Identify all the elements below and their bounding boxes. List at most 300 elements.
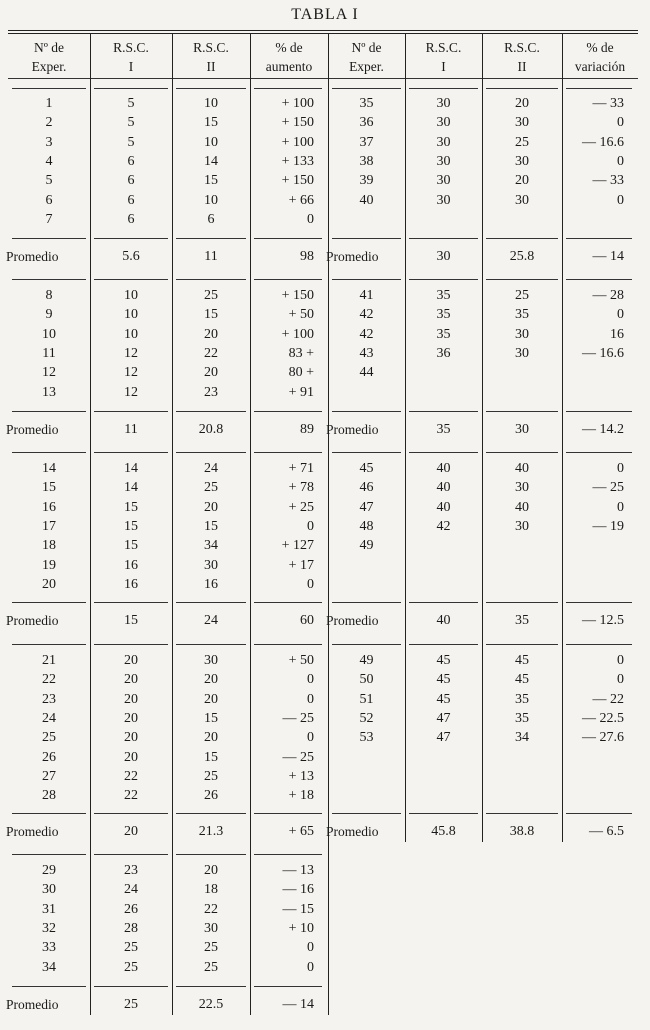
table-cell: 35 (436, 326, 451, 342)
table-cell: 50 (359, 672, 374, 688)
table-cell: 5 (127, 115, 135, 131)
table-cell: 25 (42, 730, 56, 746)
group-separator (486, 279, 558, 280)
table-cell: 30 (204, 653, 218, 668)
table-cell: 45 (436, 672, 451, 688)
table-cell: + 10 (288, 920, 314, 936)
header-line: R.S.C. (113, 40, 149, 55)
promedio-value: 30 (436, 249, 451, 264)
promedio-value: 45.8 (431, 824, 456, 839)
table-cell: 25 (515, 288, 529, 303)
group-separator (94, 986, 168, 987)
table-cell: 15 (204, 115, 218, 131)
table-cell: 20 (42, 576, 56, 592)
table-cell: 49 (359, 538, 374, 554)
right-header-3 (484, 38, 560, 76)
table-cell: 0 (617, 461, 624, 476)
header-line: R.S.C. (425, 40, 462, 55)
column-rule (328, 34, 329, 1015)
promedio-label: Promedio (6, 422, 59, 437)
table-cell: 45 (436, 691, 451, 707)
promedio-value: 25 (124, 997, 138, 1012)
promedio-label: Promedio (326, 422, 379, 437)
table-cell: 0 (307, 672, 314, 688)
table-cell: 14 (124, 480, 138, 496)
table-cell: + 150 (281, 115, 314, 131)
table-cell: — 22.5 (582, 710, 624, 726)
column-rule (405, 34, 406, 842)
group-separator (176, 644, 246, 645)
table-cell: 30 (515, 345, 529, 361)
group-separator (94, 279, 168, 280)
table-cell: — 25 (592, 480, 624, 496)
table-cell: 35 (515, 691, 529, 707)
table-cell: 47 (436, 730, 451, 746)
group-separator (176, 88, 246, 89)
column-rule (250, 34, 251, 1015)
promedio-label: Promedio (6, 613, 59, 628)
table-cell: — 16.6 (582, 134, 624, 150)
table-cell: 16 (204, 576, 218, 592)
group-separator (486, 411, 558, 412)
group-separator (332, 813, 401, 814)
table-cell: 9 (45, 307, 53, 323)
table-cell: 6 (127, 192, 135, 208)
table-cell: 28 (124, 920, 138, 936)
table-cell: 11 (42, 345, 56, 361)
table-cell: 10 (204, 96, 218, 111)
promedio-value: — 6.5 (589, 824, 624, 839)
table-cell: 42 (359, 307, 374, 323)
table-cell: 2 (45, 115, 53, 131)
promedio-value: — 14 (592, 249, 624, 264)
group-separator (566, 279, 632, 280)
group-separator (94, 411, 168, 412)
table-cell: 30 (515, 480, 529, 496)
group-separator (12, 279, 86, 280)
promedio-value: 25.8 (509, 249, 535, 264)
header-line: variación (574, 59, 626, 74)
group-separator (12, 411, 86, 412)
table-cell: 33 (42, 940, 56, 956)
promedio-value: 5.6 (122, 249, 140, 264)
group-separator (176, 813, 246, 814)
promedio-value: + 65 (288, 824, 314, 839)
group-separator (566, 411, 632, 412)
table-cell: 46 (359, 480, 374, 496)
table-cell: 80 + (288, 365, 314, 381)
table-cell: 0 (617, 672, 624, 688)
column-rule (90, 34, 91, 1015)
table-cell: + 13 (288, 768, 314, 784)
table-cell: 20 (204, 730, 218, 746)
table-cell: — 16.6 (582, 345, 624, 361)
group-separator (176, 238, 246, 239)
promedio-label: Promedio (6, 824, 59, 839)
table-cell: 30 (515, 518, 529, 534)
table-cell: — 19 (592, 518, 624, 534)
table-cell: 34 (42, 959, 56, 975)
group-separator (409, 88, 478, 89)
right-header-2 (407, 38, 480, 76)
table-cell: 30 (515, 192, 529, 208)
table-cell: 0 (307, 576, 314, 592)
promedio-value: 21.3 (198, 824, 224, 839)
group-separator (566, 813, 632, 814)
table-cell: 30 (436, 153, 451, 169)
header-line: R.S.C. (193, 40, 229, 55)
promedio-label: Promedio (6, 249, 59, 264)
table-cell: 26 (204, 788, 218, 804)
group-separator (486, 644, 558, 645)
left-header-2 (92, 38, 170, 76)
table-cell: 47 (436, 710, 451, 726)
table-cell: 6 (127, 211, 135, 227)
table-cell: 20 (204, 365, 218, 381)
group-separator (409, 411, 478, 412)
group-separator (409, 238, 478, 239)
right-header-4 (564, 38, 636, 76)
table-cell: 20 (124, 749, 138, 765)
table-cell: 10 (204, 192, 218, 208)
table-cell: 35 (515, 710, 529, 726)
table-cell: 45 (515, 672, 529, 688)
table-cell: 14 (42, 461, 56, 476)
group-separator (94, 452, 168, 453)
table-cell: + 78 (288, 480, 314, 496)
table-cell: 10 (42, 326, 56, 342)
table-cell: — 25 (282, 710, 314, 726)
promedio-value: 22.5 (198, 997, 224, 1012)
header-line: II (517, 59, 527, 74)
promedio-value: 60 (300, 613, 314, 628)
table-cell: 3 (45, 134, 53, 150)
group-separator (254, 813, 322, 814)
table-cell: 22 (204, 345, 218, 361)
group-separator (486, 452, 558, 453)
top-rule (8, 30, 638, 31)
table-cell: 40 (515, 461, 529, 476)
table-cell: 40 (436, 461, 451, 476)
table-cell: + 91 (288, 384, 314, 400)
table-cell: + 71 (288, 461, 314, 476)
table-cell: 21 (42, 653, 56, 668)
table-cell: 25 (124, 940, 138, 956)
table-cell: 10 (124, 307, 138, 323)
header-line: Exper. (31, 59, 67, 74)
table-cell: + 66 (288, 192, 314, 208)
group-separator (566, 452, 632, 453)
table-cell: 20 (124, 672, 138, 688)
table-cell: + 127 (281, 538, 314, 554)
promedio-value: — 14 (282, 997, 314, 1012)
table-cell: 31 (42, 901, 56, 917)
promedio-value: — 12.5 (582, 613, 624, 628)
group-separator (254, 411, 322, 412)
table-cell: 30 (515, 115, 529, 131)
group-separator (566, 238, 632, 239)
table-cell: 19 (42, 557, 56, 573)
table-cell: 30 (515, 153, 529, 169)
table-cell: 1 (45, 96, 53, 111)
table-cell: 42 (436, 518, 451, 534)
table-cell: 30 (436, 192, 451, 208)
group-separator (332, 238, 401, 239)
table-cell: 0 (617, 307, 624, 323)
table-cell: 24 (204, 461, 218, 476)
table-cell: 20 (515, 173, 529, 189)
promedio-value: 38.8 (509, 824, 535, 839)
table-cell: 48 (359, 518, 374, 534)
group-separator (94, 644, 168, 645)
table-cell: 24 (42, 710, 56, 726)
header-line: Nº de (33, 40, 65, 55)
table-cell: 34 (515, 730, 529, 746)
table-cell: 0 (307, 730, 314, 746)
table-cell: 12 (124, 345, 138, 361)
table-cell: 10 (204, 134, 218, 150)
table-cell: 5 (45, 173, 53, 189)
promedio-value: — 14.2 (582, 422, 624, 437)
table-cell: 29 (42, 863, 56, 878)
table-cell: 35 (515, 307, 529, 323)
table-cell: + 17 (288, 557, 314, 573)
table-cell: 13 (42, 384, 56, 400)
group-separator (332, 279, 401, 280)
table-cell: 22 (42, 672, 56, 688)
table-cell: 43 (359, 345, 374, 361)
table-cell: 26 (124, 901, 138, 917)
promedio-value: 24 (204, 613, 218, 628)
promedio-label: Promedio (6, 997, 59, 1012)
promedio-value: 40 (436, 613, 451, 628)
group-separator (254, 88, 322, 89)
table-cell: — 22 (592, 691, 624, 707)
table-cell: 10 (124, 288, 138, 303)
table-cell: 14 (204, 153, 218, 169)
table-cell: 10 (124, 326, 138, 342)
header-line: Nº de (351, 40, 382, 55)
header-line: I (128, 59, 134, 74)
table-cell: + 100 (281, 326, 314, 342)
table-cell: 15 (204, 749, 218, 765)
table-cell: 18 (204, 882, 218, 898)
promedio-value: 30 (515, 422, 529, 437)
group-separator (254, 986, 322, 987)
group-separator (12, 854, 86, 855)
header-line: aumento (265, 59, 313, 74)
group-separator (176, 279, 246, 280)
promedio-value: 15 (124, 613, 138, 628)
table-cell: 15 (124, 499, 138, 515)
table-cell: 40 (359, 192, 374, 208)
table-cell: 0 (617, 499, 624, 515)
group-separator (409, 644, 478, 645)
table-cell: 47 (359, 499, 374, 515)
table-cell: + 50 (288, 307, 314, 323)
left-header-3 (174, 38, 248, 76)
group-separator (12, 986, 86, 987)
table-cell: — 33 (592, 173, 624, 189)
table-cell: — 13 (282, 863, 314, 878)
group-separator (409, 602, 478, 603)
table-cell: 24 (124, 882, 138, 898)
table-cell: 20 (204, 863, 218, 878)
group-separator (486, 813, 558, 814)
table-cell: 20 (515, 96, 529, 111)
table-cell: — 25 (282, 749, 314, 765)
promedio-value: 35 (436, 422, 451, 437)
table-cell: 25 (204, 940, 218, 956)
group-separator (566, 644, 632, 645)
table-cell: 8 (45, 288, 53, 303)
promedio-value: 98 (300, 249, 314, 264)
group-separator (254, 452, 322, 453)
group-separator (12, 644, 86, 645)
table-cell: 45 (359, 461, 374, 476)
table-cell: 15 (124, 518, 138, 534)
group-separator (332, 644, 401, 645)
promedio-value: 20.8 (198, 422, 224, 437)
table-cell: 6 (207, 211, 215, 227)
table-cell: 40 (436, 480, 451, 496)
table-cell: + 150 (281, 173, 314, 189)
right-header-1 (330, 38, 403, 76)
group-separator (94, 238, 168, 239)
table-cell: 27 (42, 768, 56, 784)
group-separator (94, 88, 168, 89)
group-separator (332, 602, 401, 603)
table-cell: 30 (204, 557, 218, 573)
group-separator (486, 88, 558, 89)
group-separator (176, 602, 246, 603)
table-cell: 20 (204, 691, 218, 707)
table-cell: 35 (359, 96, 374, 111)
group-separator (566, 88, 632, 89)
table-cell: 20 (124, 710, 138, 726)
table-cell: 16 (42, 499, 56, 515)
table-cell: 23 (42, 691, 56, 707)
table-cell: 0 (617, 115, 624, 131)
table-cell: 0 (307, 518, 314, 534)
group-separator (176, 986, 246, 987)
table-cell: 22 (124, 768, 138, 784)
table-cell: 20 (204, 499, 218, 515)
table-cell: 49 (359, 653, 374, 668)
promedio-value: 35 (515, 613, 529, 628)
group-separator (94, 854, 168, 855)
table-cell: 12 (124, 365, 138, 381)
header-line: I (441, 59, 446, 74)
group-separator (176, 411, 246, 412)
table-cell: 45 (436, 653, 451, 668)
top-rule-double (8, 33, 638, 34)
table-cell: 12 (124, 384, 138, 400)
table-cell: 35 (436, 288, 451, 303)
table-cell: 42 (359, 326, 374, 342)
group-separator (254, 854, 322, 855)
table-cell: 40 (515, 499, 529, 515)
table-cell: 17 (42, 518, 56, 534)
group-separator (254, 602, 322, 603)
header-line: % de (586, 40, 614, 55)
table-cell: — 33 (592, 96, 624, 111)
table-cell: 26 (42, 749, 56, 765)
table-cell: 15 (204, 710, 218, 726)
table-cell: 20 (124, 730, 138, 746)
table-cell: 52 (359, 710, 374, 726)
group-separator (254, 279, 322, 280)
group-separator (176, 452, 246, 453)
header-line: R.S.C. (504, 40, 540, 55)
table-cell: 30 (42, 882, 56, 898)
table-cell: 20 (204, 672, 218, 688)
table-cell: 18 (42, 538, 56, 554)
table-cell: 5 (127, 96, 135, 111)
table-cell: 23 (204, 384, 218, 400)
table-cell: 36 (436, 345, 451, 361)
group-separator (176, 854, 246, 855)
table-cell: + 50 (288, 653, 314, 668)
table-cell: 0 (307, 691, 314, 707)
group-separator (254, 644, 322, 645)
table-cell: 35 (436, 307, 451, 323)
table-cell: 5 (127, 134, 135, 150)
promedio-label: Promedio (326, 249, 379, 264)
table-cell: 53 (359, 730, 374, 746)
table-cell: + 25 (288, 499, 314, 515)
group-separator (254, 238, 322, 239)
table-cell: 15 (204, 173, 218, 189)
table-cell: 30 (436, 96, 451, 111)
table-cell: + 133 (281, 153, 314, 169)
table-cell: + 100 (281, 96, 314, 111)
group-separator (94, 602, 168, 603)
table-title: TABLA I (291, 6, 359, 23)
group-separator (12, 238, 86, 239)
table-cell: 40 (436, 499, 451, 515)
table-cell: 22 (124, 788, 138, 804)
table-cell: 34 (204, 538, 218, 554)
table-cell: 12 (42, 365, 56, 381)
table-cell: 6 (127, 173, 135, 189)
group-separator (12, 813, 86, 814)
table-cell: + 100 (281, 134, 314, 150)
table-cell: 30 (436, 115, 451, 131)
table-cell: 83 + (288, 345, 314, 361)
promedio-value: 11 (124, 422, 138, 437)
group-separator (409, 813, 478, 814)
group-separator (332, 411, 401, 412)
group-separator (409, 452, 478, 453)
table-cell: 41 (359, 288, 374, 303)
table-cell: 44 (359, 365, 374, 381)
table-cell: 25 (124, 959, 138, 975)
table-cell: 16 (124, 576, 138, 592)
group-separator (12, 88, 86, 89)
table-cell: 15 (124, 538, 138, 554)
table-cell: 25 (515, 134, 529, 150)
group-separator (332, 88, 401, 89)
table-cell: 36 (359, 115, 374, 131)
table-cell: 15 (42, 480, 56, 496)
table-cell: — 28 (592, 288, 624, 303)
group-separator (409, 279, 478, 280)
table-cell: 6 (127, 153, 135, 169)
table-cell: 0 (307, 211, 314, 227)
table-cell: 30 (436, 134, 451, 150)
table-cell: 25 (204, 480, 218, 496)
